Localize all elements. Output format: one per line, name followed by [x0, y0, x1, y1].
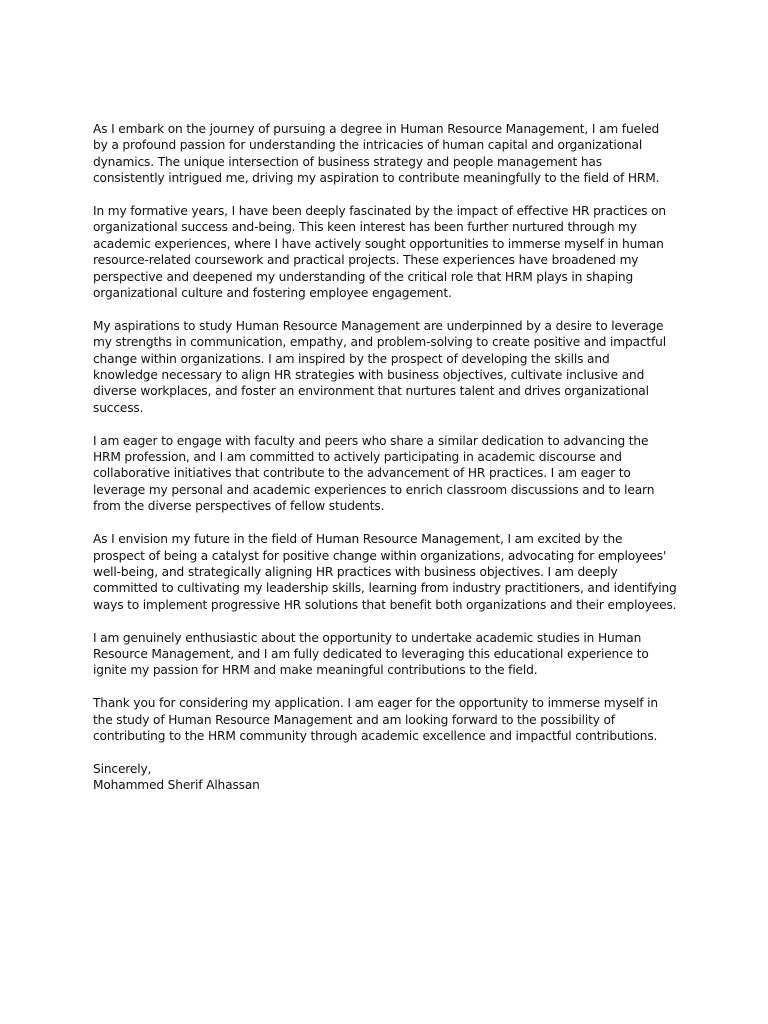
paragraph-4: I am eager to engage with faculty and peers who share a similar dedication to advancing the HRM profession, and I am committed to actively participating in academic discourse and collaborative initiatives that contribute to the advancement of HR practices. I am eager to leverage my personal and academic experiences to enrich classroom discussions and to learn from the diverse perspectives of fellow students. — [93, 433, 655, 514]
letter-body — [93, 121, 677, 794]
paragraph-3: My aspirations to study Human Resource Management are underpinned by a desire to leverage my strengths in communication, empathy, and problem-solving to create positive and impactful change within organizations. I am inspired by the prospect of developing the skills and knowledge necessary to align HR strategies with business objectives, cultivate inclusive and diverse workplaces, and foster an environment that nurtures talent and drives organizational success. — [93, 318, 666, 415]
closing-line: Sincerely, — [93, 761, 152, 776]
paragraph-6: I am genuinely enthusiastic about the opportunity to undertake academic studies in Human Resource Management, and I am fully dedicated to leveraging this educational experience to ignite my passion for HRM and make meaningful contributions to the field. — [93, 630, 649, 678]
paragraph-1: As I embark on the journey of pursuing a degree in Human Resource Management, I am fueled by a profound passion for understanding the intricacies of human capital and organizational dynamics. The unique intersection of business strategy and people management has consistently intrigued me, driving my aspiration to contribute meaningfully to the field of HRM. — [93, 122, 660, 186]
paragraph-2: In my formative years, I have been deeply fascinated by the impact of effective HR practices on organizational success and-being. This keen interest has been further nurtured through my academic experiences, where I have actively sought opportunities to immerse myself in human resource-related coursework and practical projects. These experiences have broadened my perspective and deepened my understanding of the critical role that HRM plays in shaping organizational culture and fostering employee engagement. — [93, 204, 666, 301]
paragraph-5: As I envision my future in the field of Human Resource Management, I am excited by the prospect of being a catalyst for positive change within organizations, advocating for employees' well-being, and strategically aligning HR practices with business objectives. I am deeply committed to cultivating my leadership skills, learning from industry practitioners, and identifying ways to implement progressive HR solutions that benefit both organizations and their employees. — [93, 532, 677, 612]
signature-name: Mohammed Sherif Alhassan — [93, 778, 260, 793]
paragraph-7: Thank you for considering my application. I am eager for the opportunity to immerse myself in the study of Human Resource Management and am looking forward to the possibility of contributing to the HRM community through academic excellence and impactful contributions. — [93, 696, 658, 743]
